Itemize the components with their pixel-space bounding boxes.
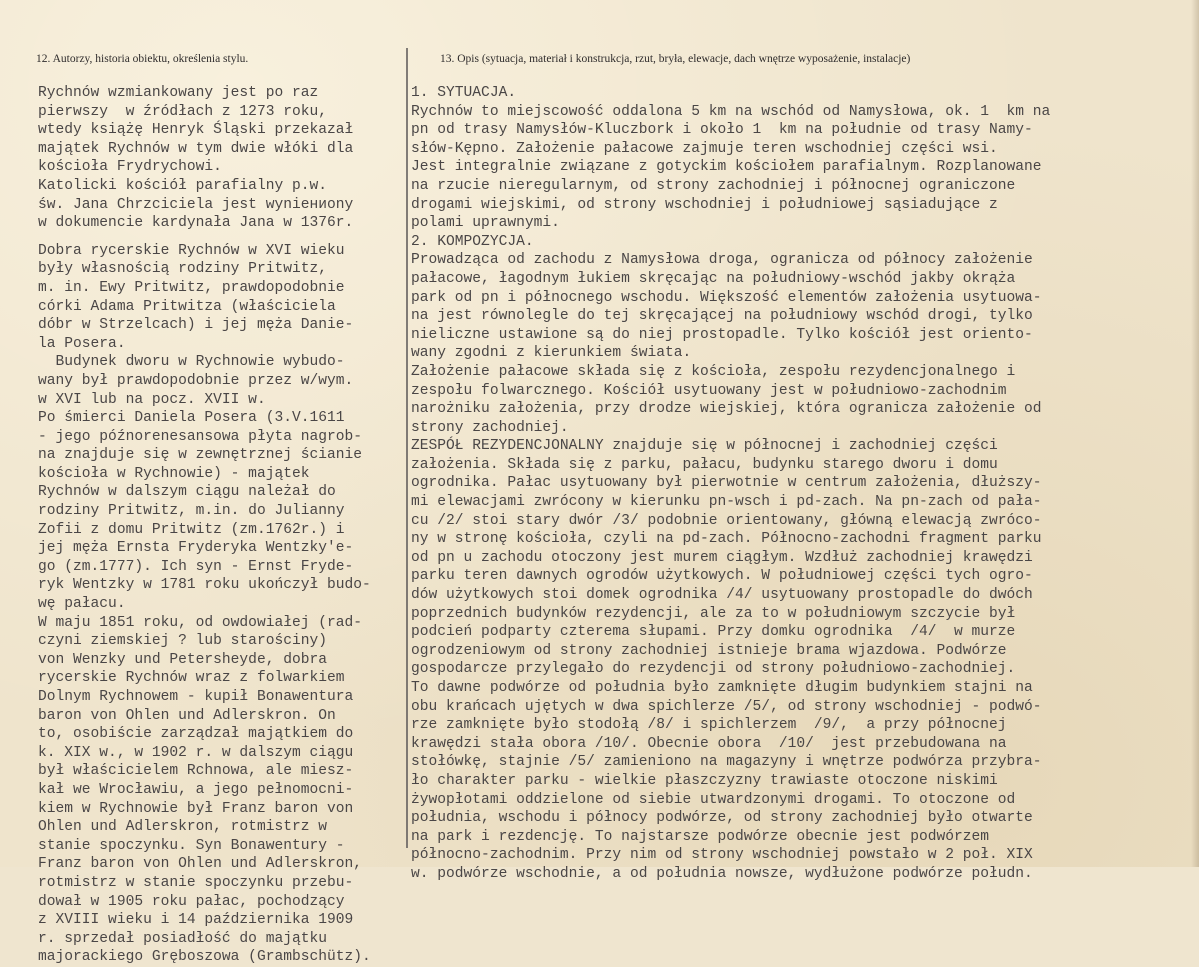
left-column-line: kał we Wrocławiu, a jego pełnomocni- [38,781,354,798]
left-column-line: ryk Wentzky w 1781 roku ukończył budo- [38,577,371,594]
left-column-line: m. in. Ewy Pritwitz, prawdopodobnie [38,279,345,296]
left-column-line: czyni ziemskiej ? lub starościny) [38,633,328,650]
left-column-line [38,233,400,242]
page-edge-shadow [1191,0,1199,867]
right-column-line: ZESPÓŁ REZYDENCJONALNY znajduje się w północnej i zachodniej części [411,438,998,455]
right-column-line: ogrodzeniowym od strony zachodniej istnieje brama wjazdowa. Podwórze [411,642,1007,659]
right-column-line: nieliczne ustawione są do niej prostopadle. Tylko kościół jest oriento- [411,326,1033,343]
left-column-line: jej męża Ernsta Fryderyka Wentzky'e- [38,540,354,557]
right-column-line: krawędzi stała obora /10/. Obecnie obora /10/ jest przebudowana na [411,735,1007,752]
right-column-line: pałacowe, łagodnym łukiem skręcając na południowy-wschód jakby okrąża [411,270,1016,287]
right-column-line: w. podwórze wschodnie, a od południa nowsze, wydłużone podwórze połudn. [411,865,1033,882]
left-column-line: w XVI lub na pocz. XVII w. [38,391,266,408]
right-column-line: rze zamknięte było stodołą /8/ i spichlerzem /9/, a przy północnej [411,717,1007,734]
left-column-line: wtedy książę Henryk Śląski przekazał [38,122,354,139]
description-text-column [411,84,1123,884]
column-divider [406,48,408,848]
left-column-line: kiem w Rychnowie był Franz baron von [38,800,354,817]
right-column-line: żywopłotami oddzielone od siebie utwardzonymi drogami. To otoczone od [411,791,1016,808]
left-column-line: r. sprzedał posiadłość do majątku [38,930,328,947]
left-column-line: św. Jana Chrzciciela jest wyniениony [38,196,354,213]
right-column-line: na park i rezdencję. To najstarsze podwórze obecnie jest podwórzem [411,828,990,845]
left-column-line: - jego późnorenesansowa płyta nagrob- [38,428,363,445]
right-column-line: Rychnów to miejscowość oddalona 5 km na wschód od Namysłowa, ok. 1 km na [411,103,1051,120]
left-column-line: baron von Ohlen und Adlerskron. On [38,707,336,724]
right-column-line: Założenie pałacowe składa się z kościoła, zespołu rezydencjonalnego i [411,363,1016,380]
left-column-line: wę pałacu. [38,596,126,613]
right-column-line: park od pn i północnego wschodu. Większość elementów założenia usytuowa- [411,289,1042,306]
left-column-line: córki Adama Pritwitza (właściciela [38,298,336,315]
right-column-line: Prowadząca od zachodu z Namysłowa droga, ogranicza od północy założenie [411,252,1033,269]
right-column-line: wany zgodni z kierunkiem świata. [411,345,692,362]
right-column-line: pn od trasy Namysłów-Kluczbork i około 1 km na południe od trasy Namy- [411,122,1033,139]
left-column-line: Franz baron von Ohlen und Adlerskron, [38,856,363,873]
left-column-line: były własnością rodziny Pritwitz, [38,261,328,278]
left-column-line: la Posera. [38,335,126,352]
right-column-line: ny w stronę kościoła, czyli na pd-zach. Północno-zachodni fragment parku [411,531,1042,548]
left-column-line: Katolicki kościół parafialny p.w. [38,177,328,194]
right-column-line: na rzucie nieregularnym, od strony zachodniej i północnej ograniczone [411,177,1016,194]
left-column-line: Dobra rycerskie Rychnów w XVI wieku [38,242,345,259]
right-column-line: założenia. Składa się z parku, pałacu, budynku starego dworu i domu [411,456,998,473]
right-column-line: Jest integralnie związane z gotyckim kościołem parafialnym. Rozplanowane [411,159,1042,176]
left-column-line: Po śmierci Daniela Posera (3.V.1611 [38,410,345,427]
right-column-line: podcień podparty czterema słupami. Przy domku ogrodnika /4/ w murze [411,624,1016,641]
right-column-line: polami uprawnymi. [411,215,560,232]
right-column-line: drogami wiejskimi, od strony wschodniej i południowej sąsiadujące z [411,196,998,213]
right-column-line: północno-zachodnim. Przy nim od strony wschodniej powstało w 2 poł. XIX [411,847,1033,864]
left-column-line: Zofii z domu Pritwitz (zm.1762r.) i [38,521,345,538]
left-column-line: rycerskie Rychnów wraz z folwarkiem [38,670,345,687]
right-column-line: stołówkę, stajnie /5/ zamieniono na magazyny i wnętrze podwórza przybra- [411,754,1042,771]
left-column-line: majorackiego Gręboszowa (Grambschütz). [38,949,371,966]
right-column-line: południa, wschodu i północy podwórze, od strony zachodniej było otwarte [411,810,1033,827]
left-column-line: stanie spoczynku. Syn Bonawentury - [38,837,345,854]
left-column-line: Ohlen und Adlerskron, rotmistrz w [38,819,328,836]
left-column-line: go (zm.1777). Ich syn - Ernst Fryde- [38,558,354,575]
left-column-line: kościoła w Rychnowie) - majątek [38,465,310,482]
left-column-line: majątek Rychnów w tym dwie włóki dla [38,140,354,157]
left-column-line: Dolnym Rychnowem - kupił Bonawentura [38,689,354,705]
right-column-line: narożniku założenia, przy drodze wiejskiej, która ogranicza założenie od [411,401,1042,418]
left-column-line: Budynek dworu w Rychnowie wybudo- [38,354,345,371]
left-column-line: dował w 1905 roku pałac, pochodzący [38,893,345,910]
left-column-line: von Wenzky und Petersheyde, dobra [38,651,328,668]
right-column-line: od pn u zachodu otoczony jest murem ciągłym. Wzdłuż zachodniej krawędzi [411,549,1033,566]
right-column-line: strony zachodniej. [411,419,569,436]
right-column-line: 1. SYTUACJA. [411,85,517,101]
left-column-line: to, osobiście zarządzał majątkiem do [38,726,354,743]
left-column-line: w dokumencie kardynała Jana w 1376r. [38,215,354,232]
left-column-line: z XVIII wieku i 14 października 1909 [38,912,354,929]
right-column-line: ło charakter parku - wielkie płaszczyzny trawiaste otoczone niskimi [411,772,998,789]
history-text-column [38,84,400,967]
left-column-line: Rychnów wzmiankowany jest po raz [38,85,319,101]
right-column-line: zespołu folwarcznego. Kościół usytuowany jest w południowo-zachodnim [411,382,1007,399]
right-column-line: obu krańcach ujętych w dwa spichlerze /5/, od strony wschodniej - podwó- [411,698,1042,715]
left-column-line: rotmistrz w stanie spoczynku przebu- [38,874,354,891]
right-column-line: cu /2/ stoi stary dwór /3/ podobnie orientowany, główną elewacją zwróco- [411,512,1042,529]
right-column-line: 2. KOMPOZYCJA. [411,233,534,250]
right-column-line: ogrodnika. Pałac usytuowany był pierwotnie w centrum założenia, dłuższy- [411,475,1042,492]
right-column-line: gospodarcze przylegało do rezydencji od strony południowo-zachodniej. [411,661,1016,678]
left-column-line: dóbr w Strzelcach) i jej męża Danie- [38,317,354,334]
section-header-authors-history: 12. Autorzy, historia obiektu, określenia stylu. [36,53,249,65]
left-column-line: wany był prawdopodobnie przez w/wym. [38,372,354,389]
left-column-line: na znajduje się w zewnętrznej ścianie [38,447,363,464]
left-column-line: pierwszy w źródłach z 1273 roku, [38,103,328,120]
right-column-line: parku teren dawnych ogrodów użytkowych. W południowej części tych ogro- [411,568,1033,585]
left-column-line: W maju 1851 roku, od owdowiałej (rad- [38,614,363,631]
right-column-line: To dawne podwórze od południa było zamknięte długim budynkiem stajni na [411,680,1033,696]
right-column-line: słów-Kępno. Założenie pałacowe zajmuje teren wschodniej części wsi. [411,140,998,157]
left-column-line: Rychnów w dalszym ciągu należał do [38,484,336,501]
left-column-line: k. XIX w., w 1902 r. w dalszym ciągu [38,744,354,761]
section-header-description: 13. Opis (sytuacja, materiał i konstrukcja, rzut, bryła, elewacje, dach wnętrze wyposażenie, instalacje) [440,53,911,65]
right-column-line: na jest równolegle do tej skręcającej na południowy wschód drogi, tylko [411,308,1033,325]
right-column-line: dów użytkowych stoi domek ogrodnika /4/ usytuowany prostopadle do dwóch [411,587,1033,604]
left-column-line: kościoła Frydrychowi. [38,159,222,176]
left-column-line: był właścicielem Rchnowa, ale miesz- [38,763,354,780]
right-column-line: mi elewacjami zwrócony w kierunku pn-wsch i pd-zach. Na pn-zach od pała- [411,494,1042,511]
right-column-line: poprzednich budynków rezydencji, ale za to w południowym szczycie był [411,605,1016,622]
left-column-line: rodziny Pritwitz, m.in. do Julianny [38,503,345,520]
